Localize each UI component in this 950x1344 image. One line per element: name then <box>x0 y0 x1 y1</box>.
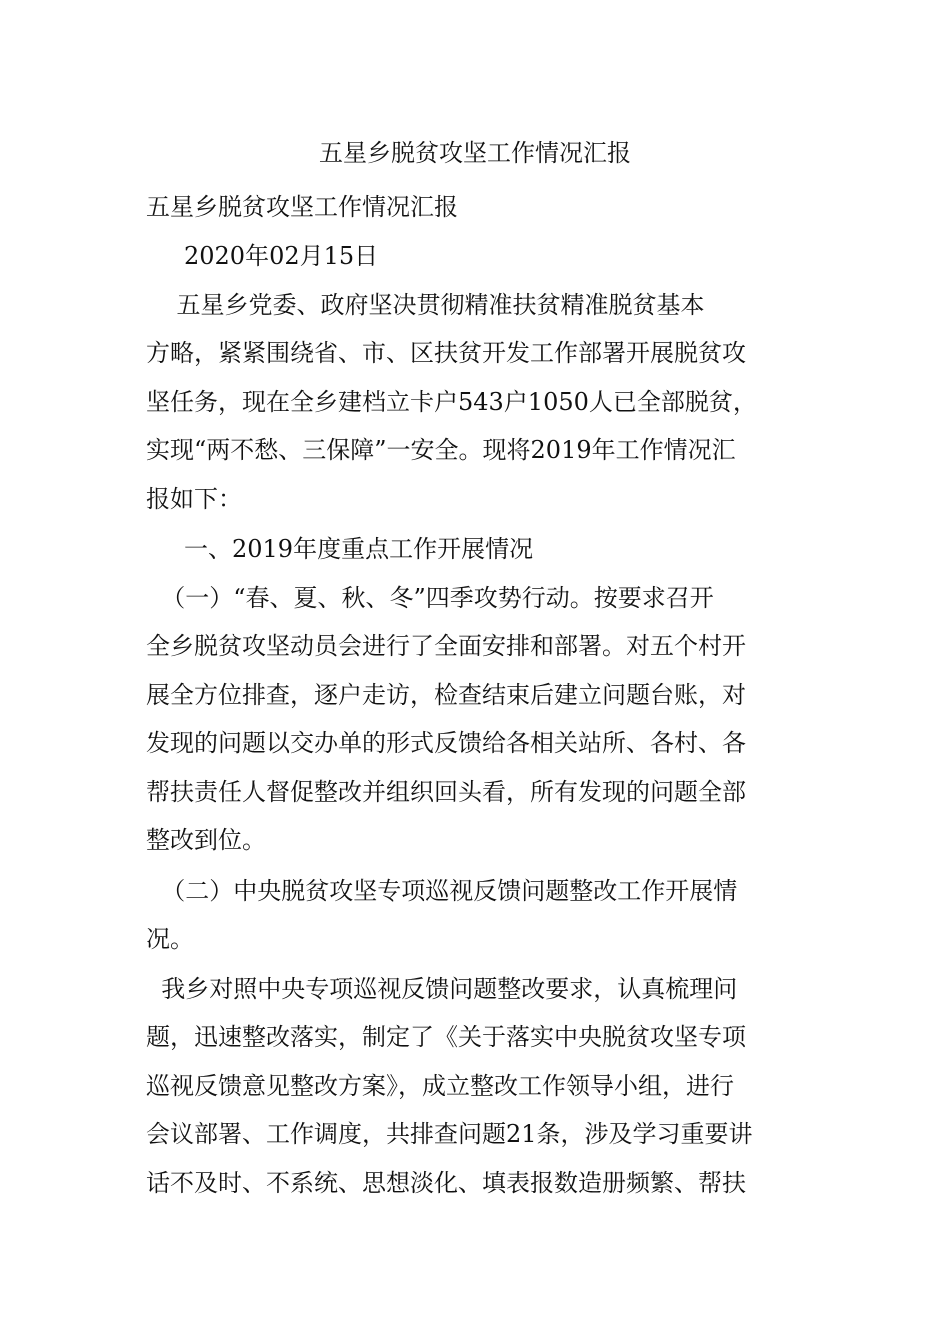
text-line: 帮扶责任人督促整改并组织回头看，所有发现的问题全部 <box>146 777 746 806</box>
document-date: 2020年02月15日 <box>184 242 379 270</box>
paragraph-inspection-heading <box>146 867 821 964</box>
text-line: （一）“春、夏、秋、冬”四季攻势行动。按要求召开 <box>146 584 714 612</box>
text-line: 展全方位排查，逐户走访，检查结束后建立问题台账，对 <box>146 680 746 709</box>
text-line: 方略，紧紧围绕省、市、区扶贫开发工作部署开展脱贫攻 <box>146 339 746 368</box>
text-line: （二）中央脱贫攻坚专项巡视反馈问题整改工作开展情 <box>146 877 738 905</box>
paragraph-four-seasons <box>146 574 821 864</box>
text-line: 报如下： <box>146 484 242 513</box>
document-subtitle: 五星乡脱贫攻坚工作情况汇报 <box>146 193 458 221</box>
text-line: 发现的问题以交办单的形式反馈给各相关站所、各村、各 <box>146 729 746 758</box>
text-line: 我乡对照中央专项巡视反馈问题整改要求，认真梳理问 <box>146 975 738 1003</box>
text-line: 会议部署、工作调度，共排查问题21条，涉及学习重要讲 <box>146 1120 753 1149</box>
text-line: 巡视反馈意见整改方案》，成立整改工作领导小组，进行 <box>146 1071 734 1100</box>
document-title: 五星乡脱贫攻坚工作情况汇报 <box>319 139 631 167</box>
paragraph-rectification <box>146 965 821 1207</box>
text-line: 话不及时、不系统、思想淡化、填表报数造册频繁、帮扶 <box>146 1168 746 1197</box>
text-line: 整改到位。 <box>146 825 266 854</box>
text-line: 实现“两不愁、三保障”一安全。现将2019年工作情况汇 <box>146 436 736 465</box>
text-line: 全乡脱贫攻坚动员会进行了全面安排和部署。对五个村开 <box>146 632 746 661</box>
text-line: 况。 <box>146 925 194 954</box>
section-heading: 一、2019年度重点工作开展情况 <box>184 535 534 563</box>
text-line: 坚任务，现在全乡建档立卡户543户1050人已全部脱贫， <box>146 387 757 416</box>
text-line: 题，迅速整改落实，制定了《关于落实中央脱贫攻坚专项 <box>146 1023 746 1052</box>
text-line: 五星乡党委、政府坚决贯彻精准扶贫精准脱贫基本 <box>146 291 705 319</box>
paragraph-intro <box>146 281 821 523</box>
